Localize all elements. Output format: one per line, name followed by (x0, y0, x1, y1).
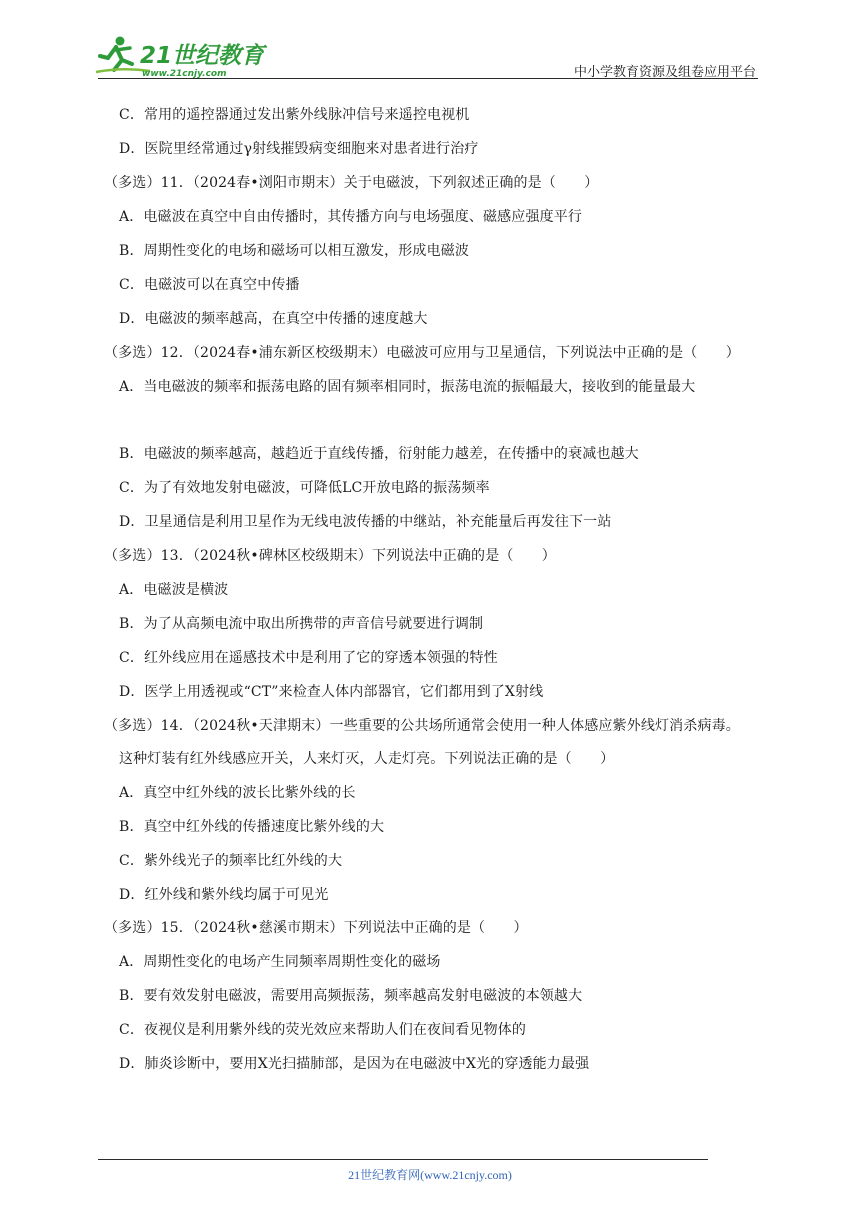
svg-text:21世纪教育: 21世纪教育 (140, 43, 265, 69)
q13-option-b: B．为了从高频电流中取出所携带的声音信号就要进行调制 (119, 616, 484, 632)
q14-stem-line2: 这种灯装有红外线感应开关，人来灯灭，人走灯亮。下列说法正确的是（ ） (119, 751, 615, 767)
q14-option-d: D．红外线和紫外线均属于可见光 (119, 887, 329, 903)
runner-logo-icon (92, 34, 272, 80)
q13-option-c: C．红外线应用在遥感技术中是利用了它的穿透本领强的特性 (119, 650, 498, 666)
q14-option-a: A．真空中红外线的波长比紫外线的长 (119, 785, 356, 801)
q12-option-a: A．当电磁波的频率和振荡电路的固有频率相同时，振荡电流的振幅最大，接收到的能量最大 (119, 379, 696, 395)
q11-option-b: B．周期性变化的电场和磁场可以相互激发，形成电磁波 (119, 243, 470, 259)
q13-stem: （多选）13．（2024秋•碑林区校级期末）下列说法中正确的是（ ） (104, 548, 556, 564)
q15-stem: （多选）15．（2024秋•慈溪市期末）下列说法中正确的是（ ） (104, 920, 528, 936)
page-header (0, 0, 860, 80)
footer-link[interactable]: 21世纪教育网(www.21cnjy.com) (348, 1168, 512, 1182)
q15-option-d: D．肺炎诊断中，要用X光扫描肺部，是因为在电磁波中X光的穿透能力最强 (119, 1056, 590, 1072)
q12-stem: （多选）12．（2024春•浦东新区校级期末）电磁波可应用与卫星通信，下列说法中正确的是（ ） (104, 345, 740, 361)
q14-option-b: B．真空中红外线的传播速度比紫外线的大 (119, 819, 385, 835)
svg-text:www.21cnjy.com: www.21cnjy.com (142, 69, 227, 79)
q12-option-c: C．为了有效地发射电磁波，可降低LC开放电路的振荡频率 (119, 480, 490, 496)
q10-option-c: C．常用的遥控器通过发出紫外线脉冲信号来遥控电视机 (119, 107, 470, 123)
q12-option-b: B．电磁波的频率越高，越趋近于直线传播，衍射能力越差，在传播中的衰减也越大 (119, 446, 639, 462)
q10-option-d: D．医院里经常通过γ射线摧毁病变细胞来对患者进行治疗 (119, 141, 479, 157)
q13-option-d: D．医学上用透视或“CT”来检查人体内部器官，它们都用到了X射线 (119, 684, 544, 700)
q11-option-c: C．电磁波可以在真空中传播 (119, 277, 300, 293)
q15-option-b: B．要有效发射电磁波，需要用高频振荡，频率越高发射电磁波的本领越大 (119, 988, 583, 1004)
q14-option-c: C．紫外线光子的频率比红外线的大 (119, 853, 343, 869)
header-divider (98, 78, 758, 79)
q14-stem-line1: （多选）14．（2024秋•天津期末）一些重要的公共场所通常会使用一种人体感应紫外线灯消杀病毒。 (104, 718, 740, 734)
platform-name: 中小学教育资源及组卷应用平台 (573, 65, 756, 80)
footer-divider (98, 1159, 708, 1160)
site-logo[interactable] (92, 34, 272, 80)
q11-option-d: D．电磁波的频率越高，在真空中传播的速度越大 (119, 311, 428, 327)
q11-option-a: A．电磁波在真空中自由传播时，其传播方向与电场强度、磁感应强度平行 (119, 209, 583, 225)
q13-option-a: A．电磁波是横波 (119, 582, 229, 598)
q15-option-a: A．周期性变化的电场产生同频率周期性变化的磁场 (119, 954, 441, 970)
q11-stem: （多选）11．（2024春•浏阳市期末）关于电磁波，下列叙述正确的是（ ） (104, 175, 599, 191)
q15-option-c: C．夜视仪是利用紫外线的荧光效应来帮助人们在夜间看见物体的 (119, 1022, 527, 1038)
q12-option-d: D．卫星通信是利用卫星作为无线电波传播的中继站，补充能量后再发往下一站 (119, 514, 612, 530)
